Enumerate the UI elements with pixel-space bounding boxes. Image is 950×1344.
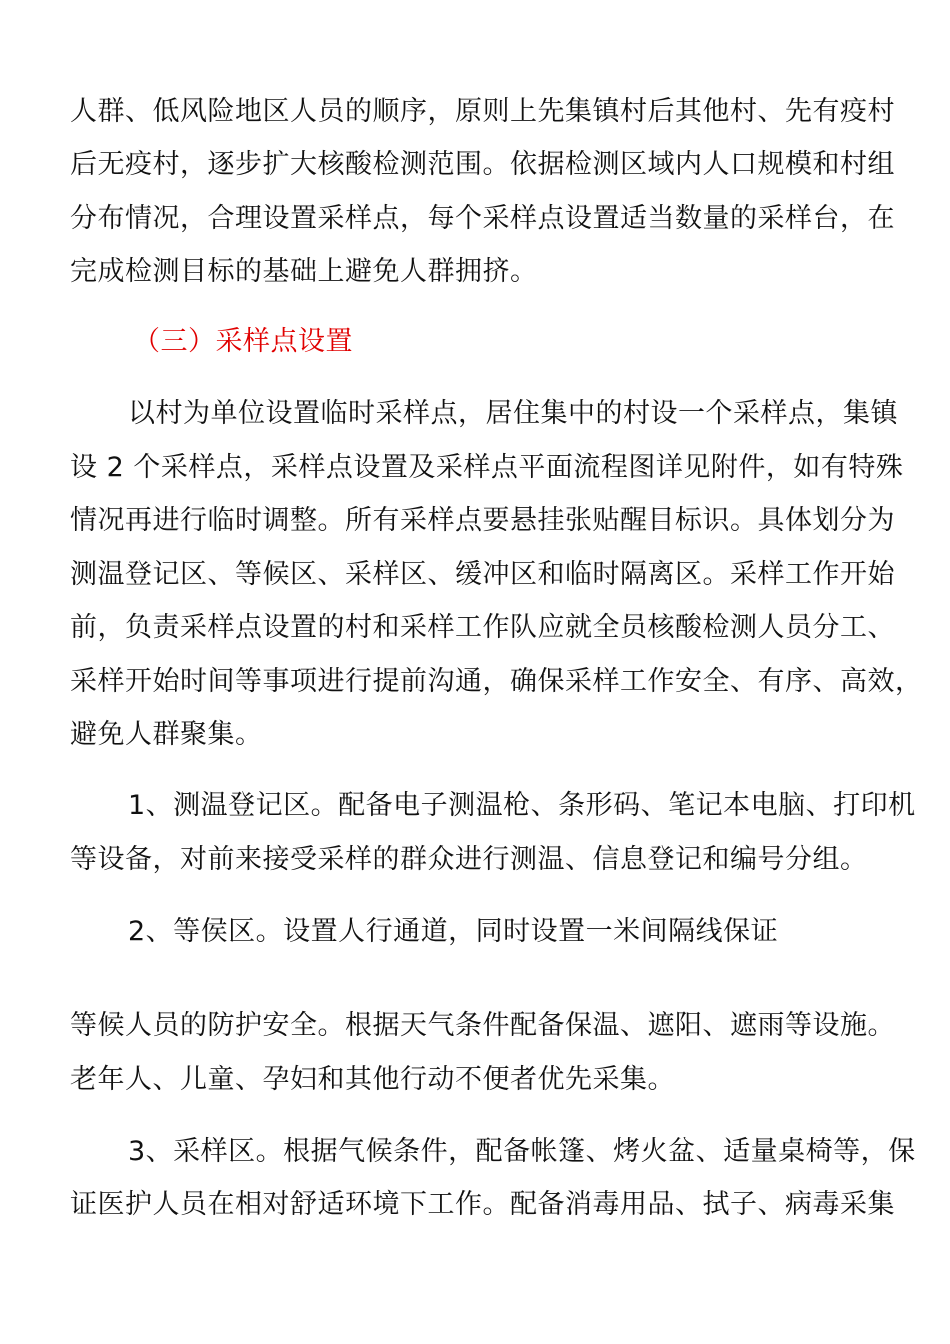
paragraph-line: 测温登记区、等候区、采样区、缓冲区和临时隔离区。采样工作开始 <box>70 559 895 590</box>
paragraph-line: 完成检测目标的基础上避免人群拥挤。 <box>70 256 538 287</box>
paragraph-line: 设 2 个采样点，采样点设置及采样点平面流程图详见附件，如有特殊 <box>70 452 904 483</box>
paragraph-line: 后无疫村，逐步扩大核酸检测范围。依据检测区域内人口规模和村组 <box>70 149 895 180</box>
paragraph-line: 证医护人员在相对舒适环境下工作。配备消毒用品、拭子、病毒采集 <box>70 1189 895 1220</box>
paragraph-line: 3、采样区。根据气候条件，配备帐篷、烤火盆、适量桌椅等，保 <box>128 1136 916 1167</box>
paragraph-line: 采样开始时间等事项进行提前沟通，确保采样工作安全、有序、高效， <box>70 666 923 697</box>
section-heading: （三）采样点设置 <box>133 326 353 357</box>
paragraph-line: 情况再进行临时调整。所有采样点要悬挂张贴醒目标识。具体划分为 <box>70 505 895 536</box>
paragraph-line: 以村为单位设置临时采样点，居住集中的村设一个采样点，集镇 <box>128 398 898 429</box>
paragraph-line: 分布情况，合理设置采样点，每个采样点设置适当数量的采样台，在 <box>70 203 895 234</box>
paragraph-line: 老年人、儿童、孕妇和其他行动不便者优先采集。 <box>70 1064 675 1095</box>
paragraph-line: 前，负责采样点设置的村和采样工作队应就全员核酸检测人员分工、 <box>70 612 895 643</box>
paragraph-line: 等候人员的防护安全。根据天气条件配备保温、遮阳、遮雨等设施。 <box>70 1010 895 1041</box>
paragraph-line: 2、等侯区。设置人行通道，同时设置一米间隔线保证 <box>128 916 779 947</box>
paragraph-line: 避免人群聚集。 <box>70 719 263 750</box>
paragraph-line: 1、测温登记区。配备电子测温枪、条形码、笔记本电脑、打印机 <box>128 790 916 821</box>
paragraph-line: 等设备，对前来接受采样的群众进行测温、信息登记和编号分组。 <box>70 844 868 875</box>
paragraph-line: 人群、低风险地区人员的顺序，原则上先集镇村后其他村、先有疫村 <box>70 96 895 127</box>
